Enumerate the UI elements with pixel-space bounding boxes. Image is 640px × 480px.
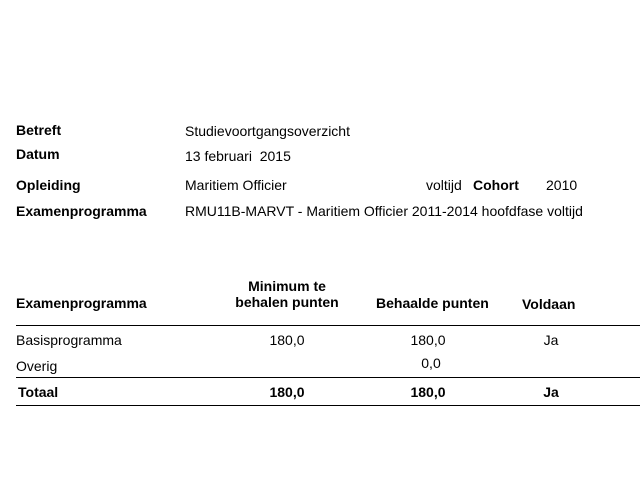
examenprogramma-value: RMU11B-MARVT - Maritiem Officier 2011-2014 hoofdfase voltijd	[185, 203, 583, 219]
betreft-label: Betreft	[16, 122, 62, 138]
col-header-program: Examenprogramma	[16, 295, 147, 311]
total-passed: Ja	[543, 384, 559, 400]
datum-value: 13 februari 2015	[185, 148, 291, 164]
col-header-minimum-line1: Minimum te	[248, 278, 326, 294]
row-program: Overig	[16, 358, 58, 374]
col-header-achieved: Behaalde punten	[376, 295, 489, 311]
row-passed: Ja	[543, 332, 559, 348]
row-achieved: 0,0	[421, 355, 441, 371]
betreft-value: Studievoortgangsoverzicht	[185, 123, 350, 139]
table-total-divider	[16, 377, 640, 378]
col-header-minimum	[222, 278, 352, 310]
datum-label: Datum	[16, 146, 60, 162]
table-header-divider	[16, 325, 640, 326]
col-header-passed: Voldaan	[522, 296, 576, 312]
row-achieved: 180,0	[410, 332, 446, 348]
opleiding-value: Maritiem Officier	[185, 177, 287, 193]
opleiding-mode: voltijd	[426, 177, 462, 193]
row-minimum: 180,0	[269, 332, 305, 348]
examenprogramma-label: Examenprogramma	[16, 203, 147, 219]
col-header-minimum-line2: behalen punten	[235, 294, 339, 310]
row-program: Basisprogramma	[16, 332, 122, 348]
opleiding-label: Opleiding	[16, 177, 81, 193]
total-minimum: 180,0	[269, 384, 305, 400]
table-bottom-divider	[16, 405, 640, 406]
cohort-value: 2010	[546, 177, 578, 193]
total-achieved: 180,0	[410, 384, 446, 400]
total-label: Totaal	[18, 384, 59, 400]
cohort-label: Cohort	[473, 177, 519, 193]
